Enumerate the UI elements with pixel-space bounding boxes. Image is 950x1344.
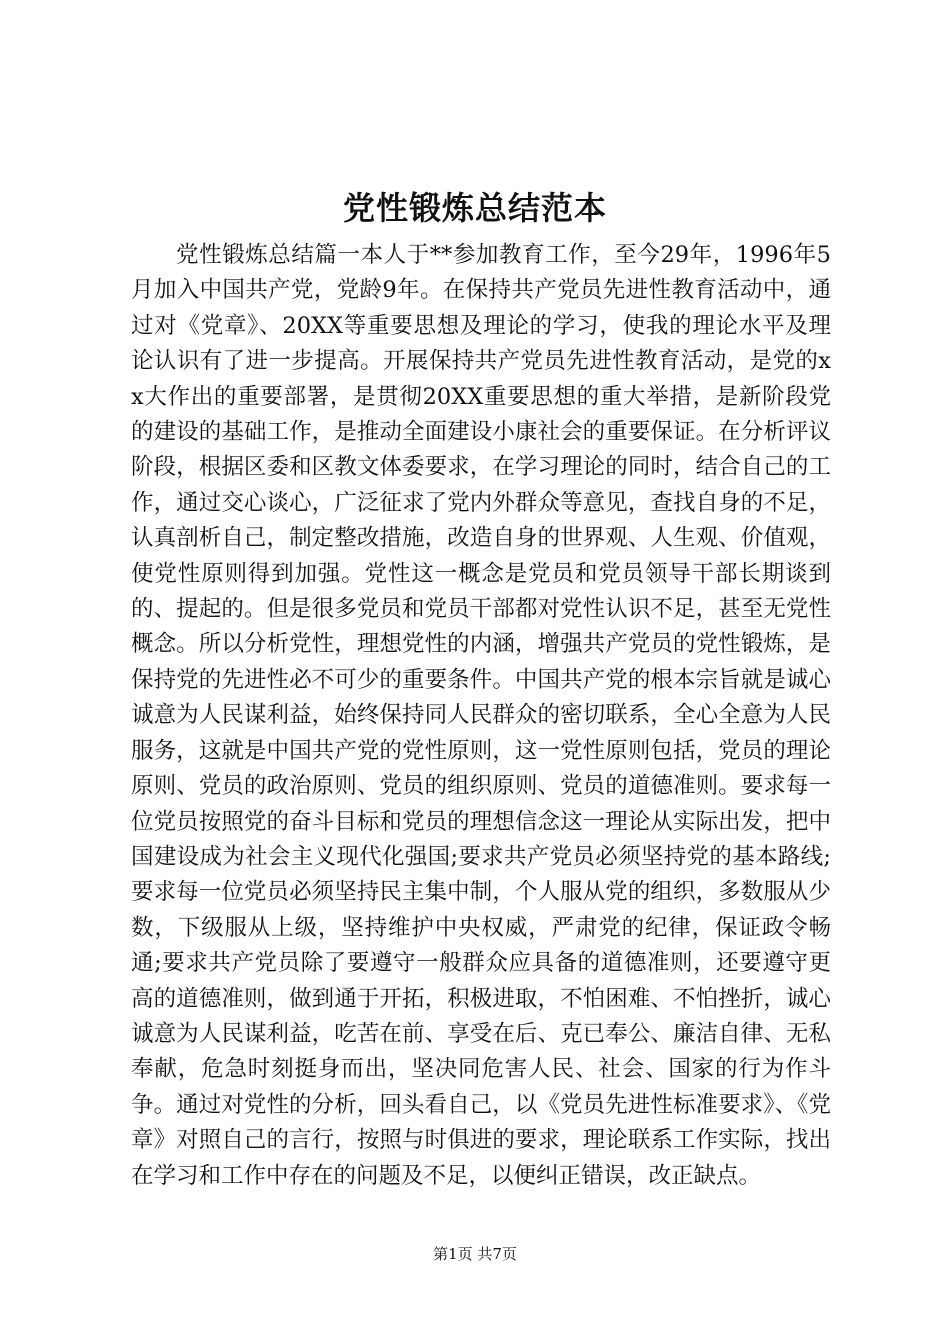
body-paragraph: 党性锻炼总结篇一本人于**参加教育工作，至今29年，1996年5月加入中国共产党，党龄9年。在保持共产党员先进性教育活动中，通过对《党章》、20XX等重要思想及理论的学习，使我的理论水平及理论认识有了进一步提高。开展保持共产党员先进性教育活动，是党的xx大作出的重要部署，是贯彻20XX重要思想的重大举措，是新阶段党的建设的基础工作，是推动全面建设小康社会的重要保证。在分析评议阶段，根据区委和区教文体委要求，在学习理论的同时，结合自己的工作，通过交心谈心，广泛征求了党内外群众等意见，查找自身的不足，认真剖析自己，制定整改措施，改造自身的世界观、人生观、价值观，使党性原则得到加强。党性这一概念是党员和党员领导干部长期谈到的、提起的。但是很多党员和党员干部都对党性认识不足，甚至无党性概念。所以分析党性，理想党性的内涵，增强共产党员的党性锻炼，是保持党的先进性必不可少的重要条件。中国共产党的根本宗旨就是诚心诚意为人民谋利益，始终保持同人民群众的密切联系，全心全意为人民服务，这就是中国共产党的党性原则，这一党性原则包括，党员的理论原则、党员的政治原则、党员的组织原则、党员的道德准则。要求每一位党员按照党的奋斗目标和党员的理想信念这一理论从实际出发，把中国建设成为社会主义现代化强国;要求共产党员必须坚持党的基本路线;要求每一位党员必须坚持民主集中制，个人服从党的组织，多数服从少数，下级服从上级，坚持维护中央权威，严肃党的纪律，保证政令畅通;要求共产党员除了要遵守一般群众应具备的道德准则，还要遵守更高的道德准则，做到通于开拓，积极进取，不怕困难、不怕挫折，诚心诚意为人民谋利益，吃苦在前、享受在后、克已奉公、廉洁自律、无私奉献，危急时刻挺身而出，坚决同危害人民、社会、国家的行为作斗争。通过对党性的分析，回头看自己，以《党员先进性标准要求》、《党章》对照自己的言行，按照与时俱进的要求，理论联系工作实际，找出在学习和工作中存在的问题及不足，以便纠正错误，改正缺点。 (131, 242, 831, 1189)
document-title: 党性锻炼总结范本 (342, 189, 607, 227)
page-number-footer: 第1页 共7页 (433, 1245, 517, 1263)
